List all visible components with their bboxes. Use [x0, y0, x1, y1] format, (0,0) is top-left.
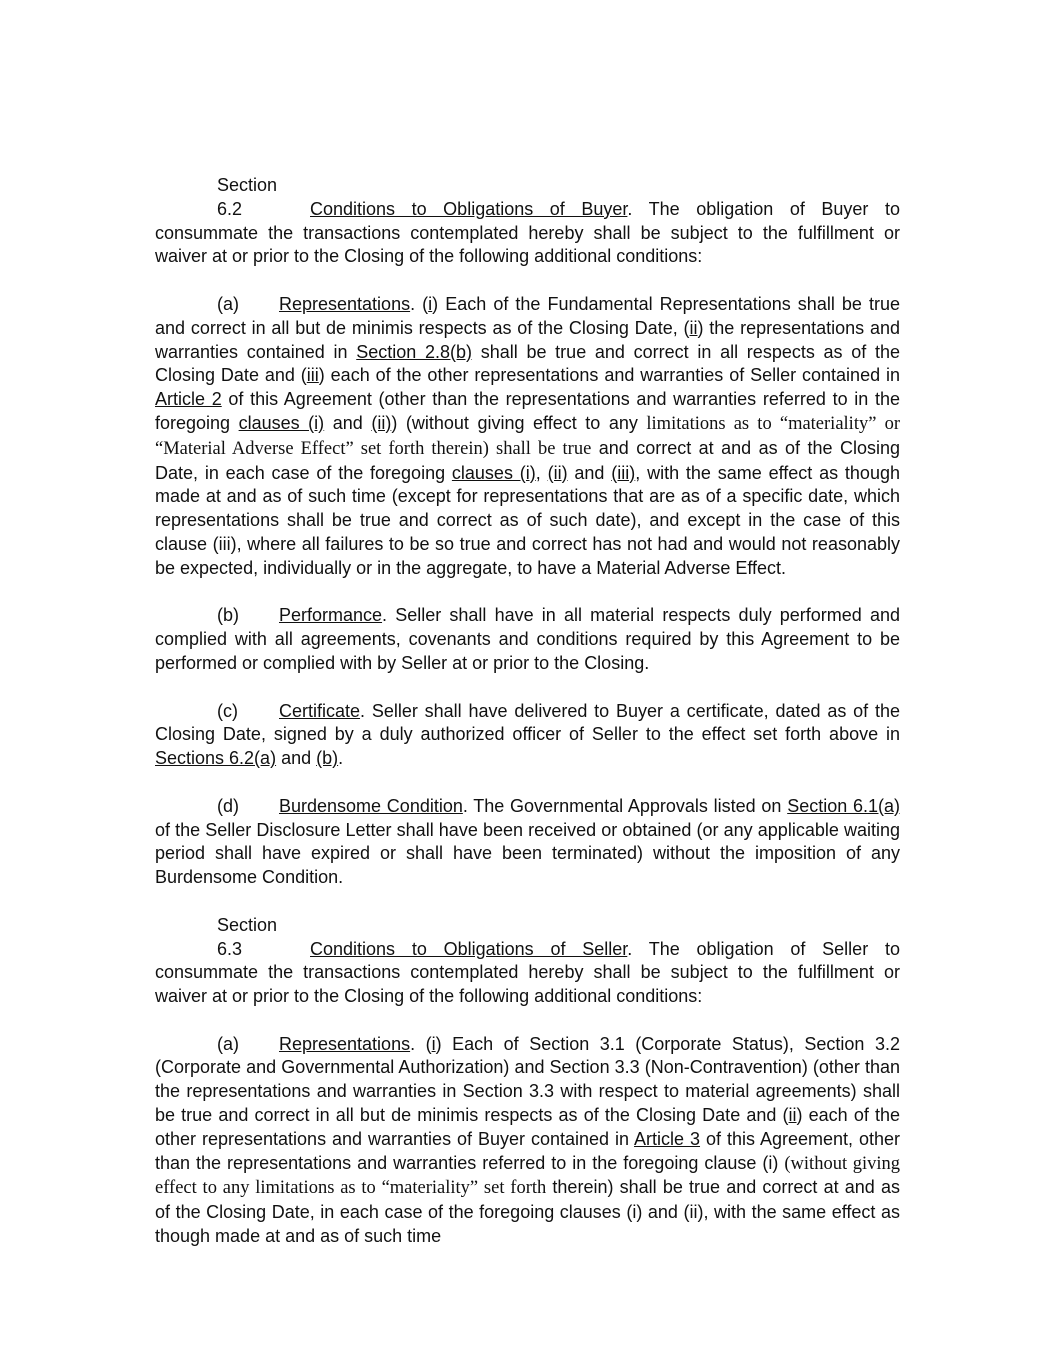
cross-reference: (b)	[316, 748, 339, 769]
cross-reference: (iii)	[611, 462, 636, 483]
cross-reference: Article 3	[634, 1128, 701, 1149]
clause-label: (a)	[217, 1033, 239, 1054]
clause-label: (d)	[217, 795, 239, 816]
clause-label: (a)	[217, 293, 239, 314]
section-6-2-d: (d) Burdensome Condition. The Governmental Approvals listed on Section 6.1(a) of the Seller Disclosure Letter shall have been received or obtained (or any applicable waiting period shall have expired or shall have been terminated) without the imposition of any Burdensome Condition.	[155, 795, 900, 888]
cross-reference: clauses (i)	[451, 462, 536, 483]
cross-reference: Section 2.8(b)	[356, 341, 473, 362]
clause-heading: Certificate	[279, 700, 361, 721]
section-number: Section 6.3	[217, 914, 278, 959]
clause-heading: Representations	[279, 293, 411, 314]
cross-reference: (ii)	[547, 462, 568, 483]
cross-reference: Sections 6.2(a)	[155, 748, 277, 769]
section-6-3-intro: Section 6.3 Conditions to Obligations of Seller. The obligation of Seller to consummate the transactions contemplated hereby shall be subject to the fulfillment or waiver at or prior to the Closing of the following additional conditions:	[155, 914, 900, 1007]
cross-reference: Article 2	[155, 389, 222, 410]
section-6-2-intro: Section 6.2 Conditions to Obligations of Buyer. The obligation of Buyer to consummate the transactions contemplated hereby shall be subject to the fulfillment or waiver at or prior to the Closing of the following additional conditions:	[155, 175, 900, 267]
cross-reference: (ii)	[371, 412, 392, 433]
section-6-2-b: (b) Performance. Seller shall have in all material respects duly performed and complied with all agreements, covenants and conditions required by this Agreement to be performed or complied with by Seller at or prior to the Closing.	[155, 605, 900, 673]
section-heading: Conditions to Obligations of Buyer	[310, 198, 628, 219]
clause-heading: Representations	[279, 1033, 411, 1054]
document-body	[155, 174, 900, 1249]
clause-heading: Performance	[279, 605, 383, 626]
clause-heading: Burdensome Condition	[279, 795, 463, 816]
cross-reference: clauses (i)	[238, 412, 325, 433]
section-6-3-a: (a) Representations. (i) Each of Section 3.1 (Corporate Status), Section 3.2 (Corporate and Governmental Authorization) and Section 3.3 (Non-Contravention) (other than the representations and warranties in Section 3.3 with respect to material agreements) shall be true and correct in all but de minimis respects as of the Closing Date and (ii) each of the other representations and warranties of Buyer contained in Article 3 of this Agreement, other than the representations and warranties referred to in the foregoing clause (i) (without giving effect to any limitations as to “materiality” set forth therein) shall be true and correct at and as of the Closing Date, in each case of the foregoing clauses (i) and (ii), with the same effect as though made at and as of such time	[155, 1033, 900, 1247]
clause-label: (b)	[217, 605, 239, 626]
section-heading: Conditions to Obligations of Seller	[310, 938, 628, 959]
section-number: Section 6.2	[217, 175, 278, 219]
section-6-2-a: (a) Representations. (i) Each of the Fundamental Representations shall be true and correct in all but de minimis respects as of the Closing Date, (ii) the representations and warranties contained in Section 2.8(b) shall be true and correct in all respects as of the Closing Date and (iii) each of the other representations and warranties of Seller contained in Article 2 of this Agreement (other than the representations and warranties referred to in the foregoing clauses (i) and (ii)) (without giving effect to any limitations as to “materiality” or “Material Adverse Effect” set forth therein) shall be true and correct at and as of the Closing Date, in each case of the foregoing clauses (i), (ii) and (iii), with the same effect as though made at and as of such time (except for representations that are as of a specific date, which representations shall be true and correct as of such date), and except in the case of this clause (iii), where all failures to be so true and correct has not had and would not reasonably be expected, individually or in the aggregate, to have a Material Adverse Effect.	[155, 293, 901, 578]
section-6-2-c: (c) Certificate. Seller shall have delivered to Buyer a certificate, dated as of the Closing Date, signed by a duly authorized officer of Seller to the effect set forth above in Sections 6.2(a) and (b).	[155, 700, 900, 769]
cross-reference: Section 6.1(a)	[787, 795, 900, 816]
clause-label: (c)	[217, 700, 238, 721]
